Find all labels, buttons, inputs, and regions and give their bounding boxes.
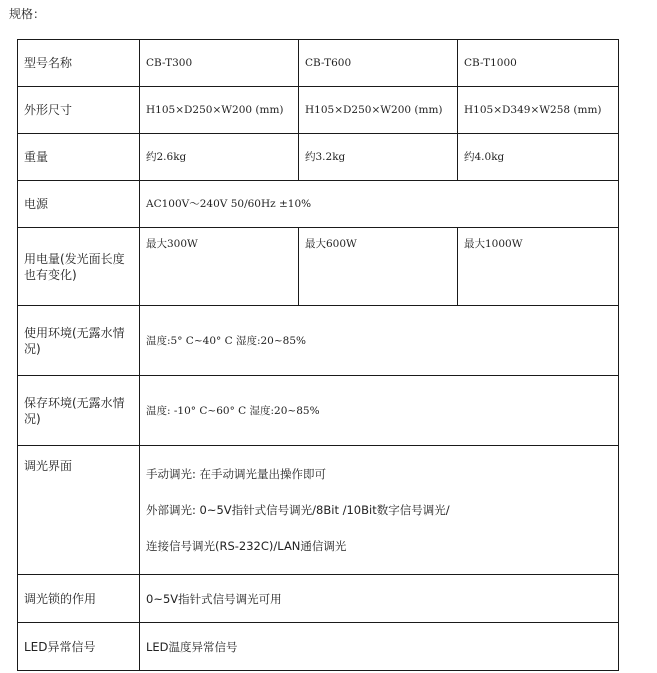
- table-row-weight: [18, 134, 619, 181]
- use-env-cell: 温度:5° C~40° C 湿度:20~85%: [140, 306, 619, 376]
- row-label: 电源: [18, 181, 140, 228]
- dimming-line-connection: 连接信号调光(RS-232C)/LAN通信调光: [146, 539, 347, 553]
- weight-cell-1: 约2.6kg: [140, 134, 299, 181]
- row-label: 调光锁的作用: [18, 575, 140, 623]
- dimming-line-external: 外部调光: 0~5V指针式信号调光/8Bit /10Bit数字信号调光/: [146, 503, 450, 517]
- table-row-size: [18, 87, 619, 134]
- row-label: 重量: [18, 134, 140, 181]
- row-label: 型号名称: [18, 40, 140, 87]
- table-row-storage-env: [18, 376, 619, 446]
- row-label: 使用环境(无露水情况): [18, 306, 140, 376]
- row-label: LED异常信号: [18, 623, 140, 671]
- model-cell-2: CB-T600: [299, 40, 458, 87]
- row-label: 调光界面: [18, 446, 140, 575]
- table-row-model: [18, 40, 619, 87]
- table-row-consumption: [18, 228, 619, 306]
- table-row-use-env: [18, 306, 619, 376]
- page-heading: 规格：: [9, 7, 46, 21]
- size-cell-2: H105×D250×W200 (mm): [299, 87, 458, 134]
- model-cell-1: CB-T300: [140, 40, 299, 87]
- size-cell-3: H105×D349×W258 (mm): [458, 87, 619, 134]
- consumption-cell-2: 最大600W: [299, 228, 458, 306]
- consumption-cell-1: 最大300W: [140, 228, 299, 306]
- table-row-dimming: [18, 446, 619, 575]
- size-cell-1: H105×D250×W200 (mm): [140, 87, 299, 134]
- weight-cell-2: 约3.2kg: [299, 134, 458, 181]
- row-label: 外形尺寸: [18, 87, 140, 134]
- storage-env-cell: 温度: -10° C~60° C 湿度:20~85%: [140, 376, 619, 446]
- table-row-power: [18, 181, 619, 228]
- table-row-dimming-lock: [18, 575, 619, 623]
- consumption-cell-3: 最大1000W: [458, 228, 619, 306]
- dimming-line-manual: 手动调光: 在手动调光量出操作即可: [146, 467, 327, 481]
- dimming-cell: [140, 446, 619, 575]
- dimming-lock-cell: 0~5V指针式信号调光可用: [140, 575, 619, 623]
- table-row-led-signal: [18, 623, 619, 671]
- model-cell-3: CB-T1000: [458, 40, 619, 87]
- power-cell: AC100V～240V 50/60Hz ±10%: [140, 181, 619, 228]
- spec-table: [17, 39, 619, 671]
- led-signal-cell: LED温度异常信号: [140, 623, 619, 671]
- row-label: 保存环境(无露水情况): [18, 376, 140, 446]
- row-label: 用电量(发光面长度也有变化): [18, 228, 140, 306]
- weight-cell-3: 约4.0kg: [458, 134, 619, 181]
